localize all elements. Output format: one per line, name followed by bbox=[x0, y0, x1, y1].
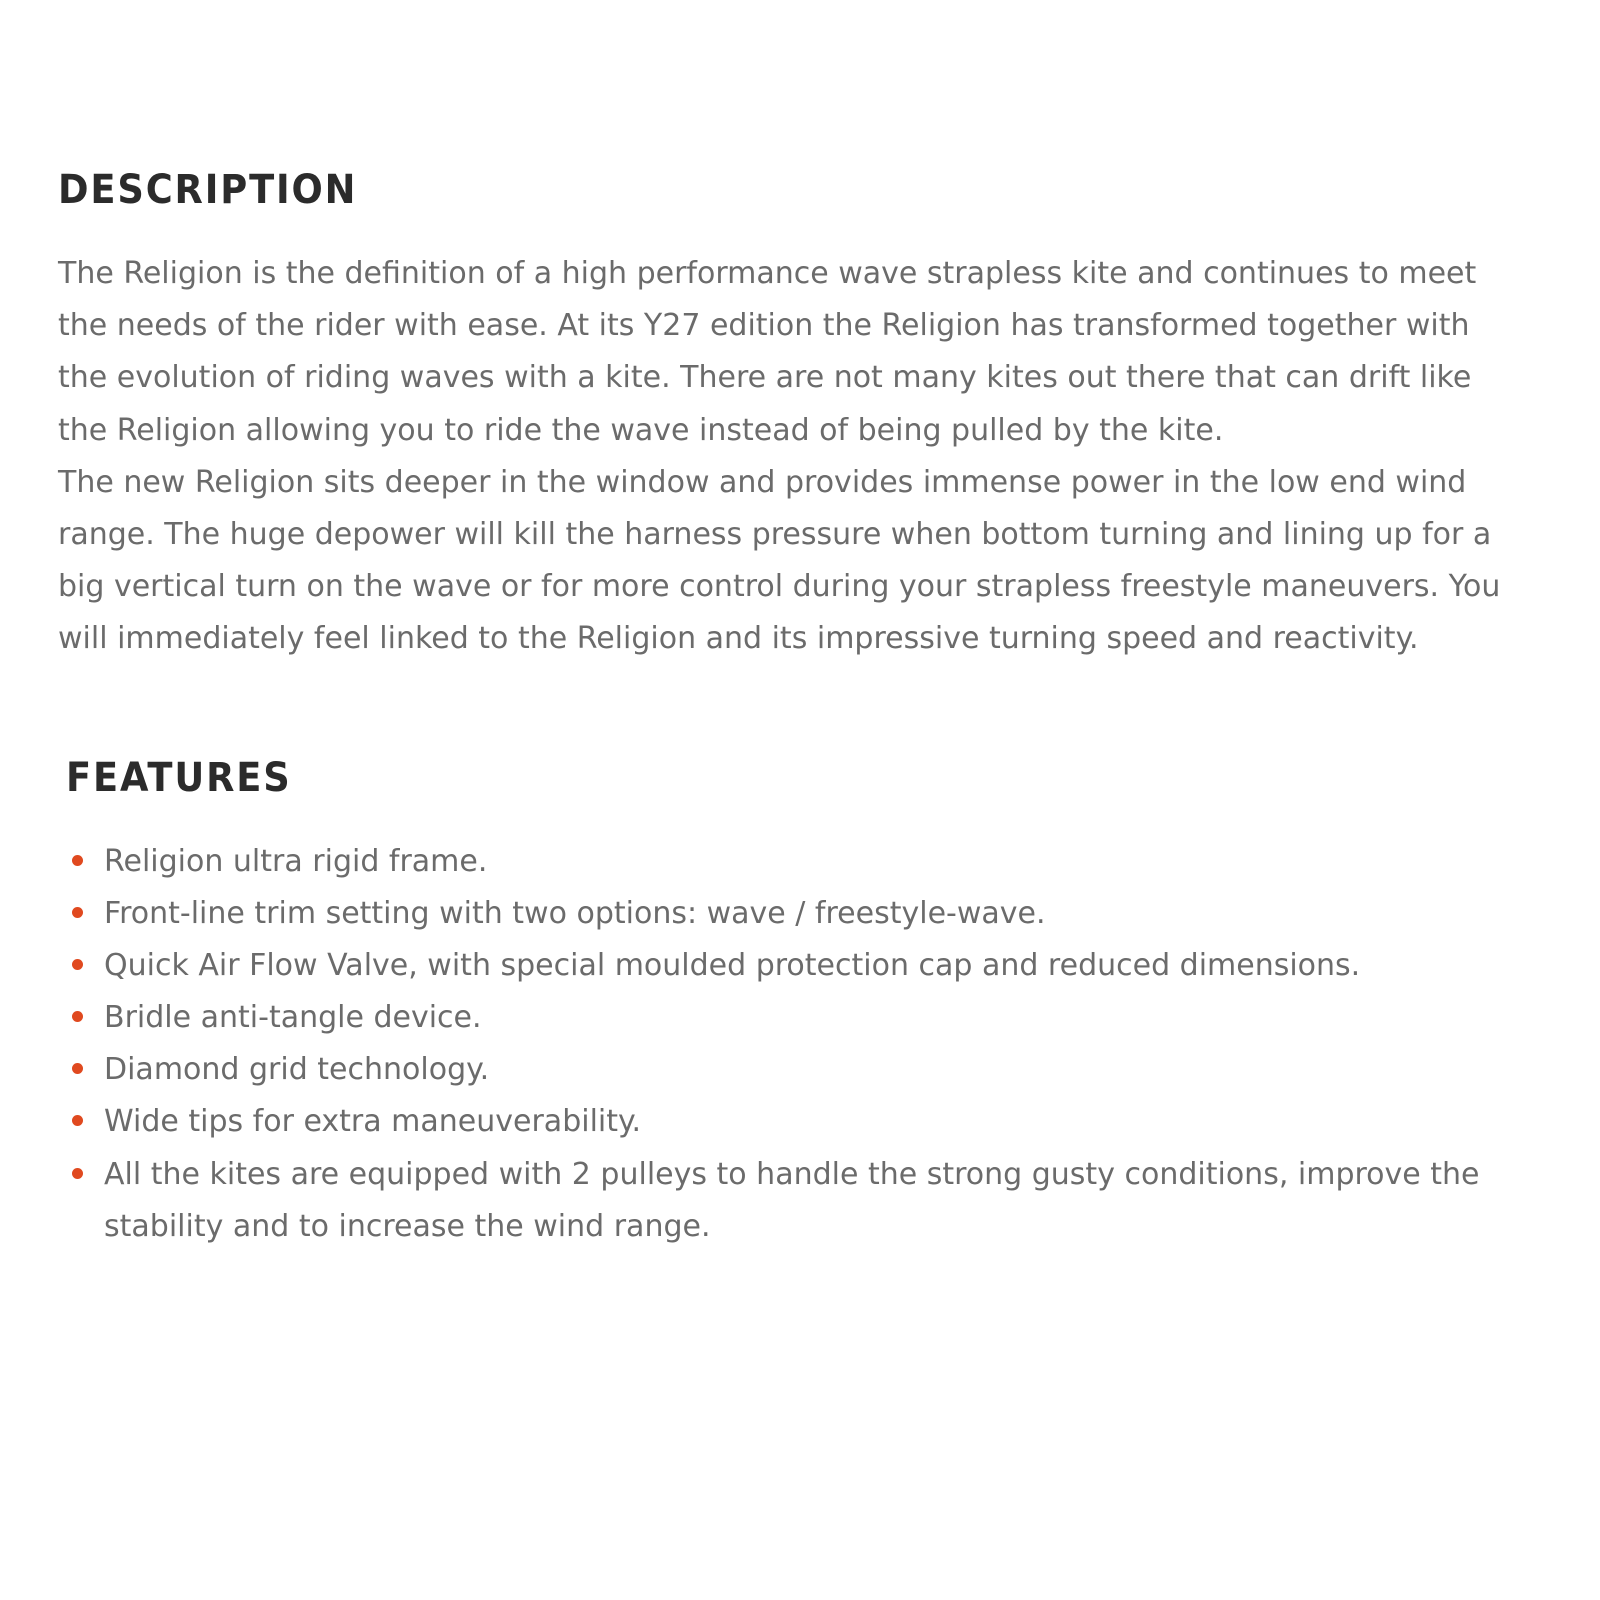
features-heading: FEATURES bbox=[66, 754, 292, 801]
description-body bbox=[58, 248, 1510, 666]
list-item bbox=[66, 992, 1510, 1044]
list-item-label: Religion ultra rigid frame. bbox=[104, 843, 488, 879]
bullet-icon bbox=[72, 959, 83, 970]
section-spacer bbox=[58, 666, 1510, 758]
bullet-icon bbox=[72, 1063, 83, 1074]
list-item-label: Diamond grid technology. bbox=[104, 1052, 490, 1088]
bullet-icon bbox=[72, 855, 83, 866]
bullet-icon bbox=[72, 1011, 83, 1022]
list-item bbox=[66, 1096, 1510, 1148]
list-item-label: Bridle anti-tangle device. bbox=[104, 1000, 482, 1036]
list-item bbox=[66, 1044, 1510, 1096]
list-item-label: Front-line trim setting with two options: wave / freestyle-wave. bbox=[104, 895, 1046, 931]
list-item-label: All the kites are equipped with 2 pulleys to handle the strong gusty conditions, improve the stability and to increase the wind range. bbox=[104, 1156, 1480, 1244]
bullet-icon bbox=[72, 1168, 83, 1179]
list-item-label: Quick Air Flow Valve, with special moulded protection cap and reduced dimensions. bbox=[104, 947, 1361, 983]
list-item bbox=[66, 1149, 1510, 1253]
description-paragraph-2: The new Religion sits deeper in the window and provides immense power in the low end wind range. The huge depower will kill the harness pressure when bottom turning and lining up for a big vertical turn on the wave or for more control during your strapless freestyle maneuvers. You will immediately feel linked to the Religion and its impressive turning speed and reactivity. bbox=[58, 464, 1501, 657]
list-item bbox=[66, 836, 1510, 888]
description-paragraph-1: The Religion is the definition of a high performance wave strapless kite and continues to meet the needs of the rider with ease. At its Y27 edition the Religion has transformed together with the evolution of riding waves with a kite. There are not many kites out there that can drift like the Religion allowing you to ride the wave instead of being pulled by the kite. bbox=[58, 256, 1477, 448]
features-list bbox=[58, 836, 1510, 1254]
list-item-label: Wide tips for extra maneuverability. bbox=[104, 1104, 642, 1140]
bullet-icon bbox=[72, 1115, 83, 1126]
list-item bbox=[66, 888, 1510, 940]
description-heading: DESCRIPTION bbox=[58, 167, 358, 213]
bullet-icon bbox=[72, 907, 83, 918]
list-item bbox=[66, 940, 1510, 992]
